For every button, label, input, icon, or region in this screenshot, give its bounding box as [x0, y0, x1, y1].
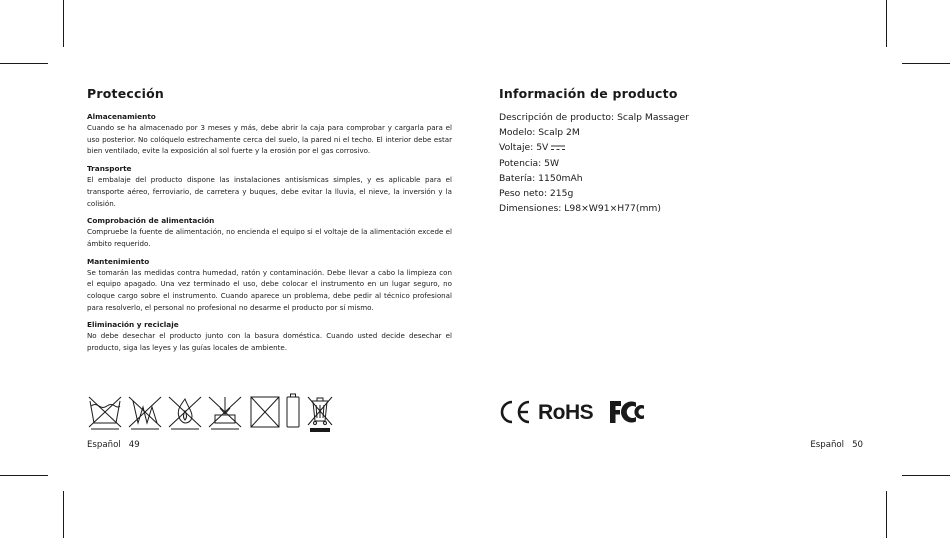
section-body: Compruebe la fuente de alimentación, no encienda el equipo si el voltaje de la alimentación excede el ámbito requerido.	[87, 227, 452, 248]
spec-battery: Batería: 1150mAh	[499, 172, 583, 184]
right-page	[499, 86, 859, 216]
spec-list	[499, 110, 859, 216]
dc-current-icon	[551, 145, 565, 151]
page-number: 50	[852, 440, 863, 450]
page-number: 49	[128, 440, 140, 450]
section-heading: Comprobación de alimentación	[87, 216, 215, 226]
crop-mark	[0, 63, 48, 64]
weee-bin-icon	[305, 393, 335, 433]
section-heading: Mantenimiento	[87, 256, 150, 266]
crop-mark	[902, 63, 950, 64]
crop-mark	[63, 0, 64, 47]
spec-voltage-text: Voltaje: 5V	[499, 142, 549, 154]
section-transport	[87, 164, 452, 209]
page-footer-right	[810, 440, 863, 451]
crop-mark	[886, 491, 887, 538]
spec-power: Potencia: 5W	[499, 157, 560, 169]
spec-model: Modelo: Scalp 2M	[499, 127, 580, 139]
crop-mark	[0, 475, 48, 476]
section-power-check	[87, 216, 452, 249]
section-heading: Transporte	[87, 164, 132, 174]
ce-mark-logo	[498, 400, 532, 424]
rohs-mark: RoHS	[538, 401, 594, 424]
battery-icon	[285, 393, 301, 431]
crop-mark	[886, 0, 887, 47]
page-title: Información de producto	[499, 86, 678, 101]
crop-mark	[63, 491, 64, 538]
fcc-mark-logo	[608, 398, 646, 426]
section-body: No debe desechar el producto junto con la basura doméstica. Cuando usted decide desechar el producto, siga las leyes y las guías locales de ambiente.	[87, 331, 452, 353]
crop-mark	[902, 475, 950, 476]
no-fire-icon	[167, 393, 203, 431]
section-body: El embalaje del producto dispone las instalaciones antisísmicas simples, y es aplicable para el transporte aéreo, ferroviario, de carretera y buques, debe evitar la lluvia, el nieve, la inversión y la colisión.	[87, 175, 452, 208]
section-heading: Almacenamiento	[87, 112, 156, 121]
page-title: Protección	[87, 86, 164, 101]
section-heading: Eliminación y reciclaje	[87, 320, 179, 330]
section-disposal	[87, 320, 452, 353]
footer-language: Español	[810, 440, 845, 450]
spec-description: Descripción de producto: Scalp Massager	[499, 112, 689, 123]
no-pressure-icon	[207, 393, 243, 431]
spec-weight: Peso neto: 215g	[499, 188, 574, 200]
footer-language: Español	[87, 440, 121, 450]
spec-voltage	[499, 140, 859, 155]
no-box-icon	[247, 393, 283, 431]
section-maintenance	[87, 257, 452, 314]
spec-dimensions: Dimensiones: L98×W91×H77(mm)	[499, 203, 661, 215]
left-page	[87, 86, 452, 361]
no-heat-icon	[127, 393, 163, 431]
no-water-icon	[87, 393, 123, 431]
page-footer-left	[87, 440, 140, 451]
section-body: Se tomarán las medidas contra humedad, ratón y contaminación. Debe llevar a cabo la limpieza con el equipo apagado. Una vez terminado el uso, debe colocar el instrumento en un lugar seguro, no coloque cargo sobre el instrumento. Cuando aparece un problema, debe pedir al técnico profesional para resolverlo, el personal no profesional no desarme el producto por sí mismo.	[87, 267, 452, 312]
section-body: Cuando se ha almacenado por 3 meses y más, debe abrir la caja para comprobar y cargarla para el uso posterior. No colóquelo estrechamente cerca del suelo, la pared ni el techo. El interior debe estar bien ventilado, evite la exposición al sol fuerte y la erosión por el gas corrosivo.	[87, 123, 452, 156]
section-storage	[87, 112, 452, 157]
